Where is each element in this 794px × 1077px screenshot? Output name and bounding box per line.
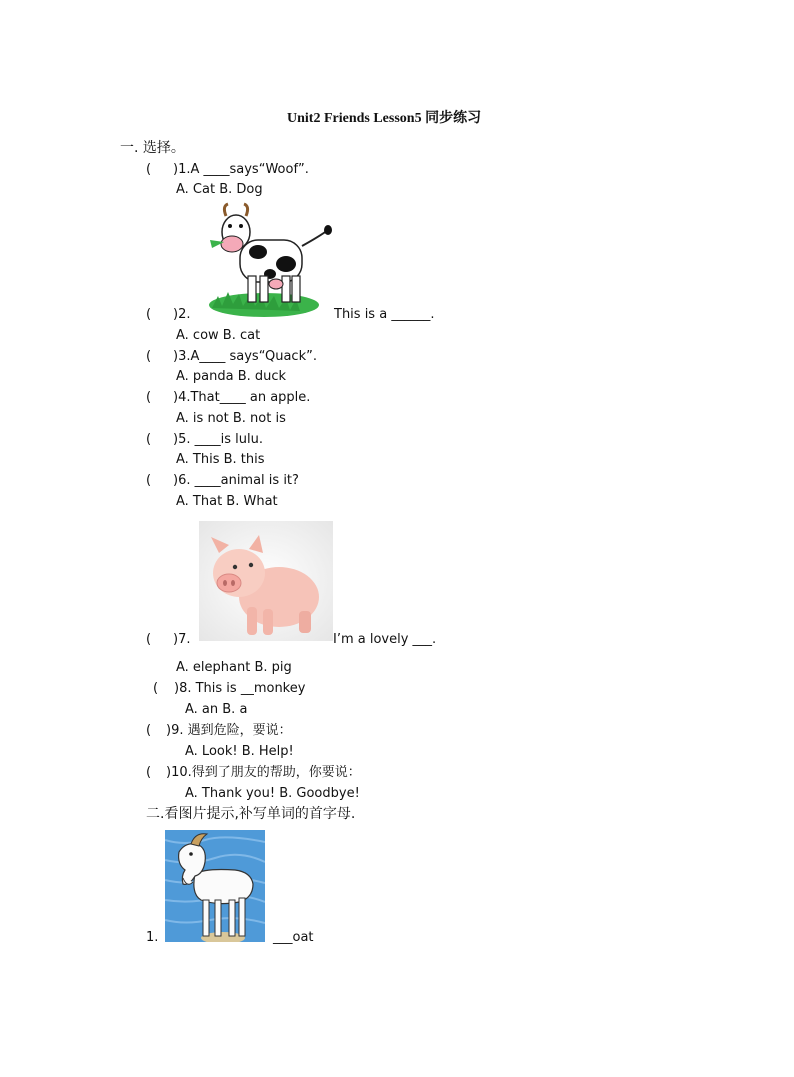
pig-picture: [199, 521, 333, 641]
question-text: )8. This is __monkey: [174, 681, 306, 696]
question-options: A. is not B. not is: [176, 411, 286, 426]
fill-item-number: 1.: [146, 930, 159, 945]
question-options: A. cow B. cat: [176, 328, 261, 343]
question-text: )3.A____ says“Quack”.: [173, 349, 317, 364]
question-text: )10.得到了朋友的帮助，你要说：: [166, 765, 361, 780]
section-heading-fill: 二.看图片提示,补写单词的首字母.: [146, 806, 356, 822]
question-text: )7.: [173, 632, 191, 647]
answer-paren: (: [146, 765, 152, 780]
question-options: A. This B. this: [176, 452, 265, 467]
answer-paren: (: [146, 723, 152, 738]
goat-picture: [165, 830, 265, 942]
question-text: )1.A ____says“Woof”.: [173, 162, 309, 177]
fill-item-blank: ___oat: [273, 930, 314, 945]
section-heading-choice: 一. 选择。: [120, 140, 185, 156]
question-options: A. Thank you! B. Goodbye!: [185, 786, 360, 801]
answer-paren: (: [146, 432, 152, 447]
question-text: )6. ____animal is it?: [173, 473, 299, 488]
answer-paren: (: [146, 162, 152, 177]
page-title: Unit2 Friends Lesson5 同步练习: [287, 111, 482, 126]
question-options: A. That B. What: [176, 494, 278, 509]
answer-paren: (: [146, 473, 152, 488]
question-text: )5. ____is lulu.: [173, 432, 263, 447]
question-text: )2.: [173, 307, 191, 322]
answer-paren: (: [153, 681, 159, 696]
question-options: A. Look! B. Help!: [185, 744, 294, 759]
question-options: A. an B. a: [185, 702, 248, 717]
question-options: A. Cat B. Dog: [176, 182, 263, 197]
question-options: A. panda B. duck: [176, 369, 287, 384]
question-suffix: I’m a lovely ___.: [333, 632, 437, 647]
question-suffix: This is a ______.: [334, 307, 435, 322]
answer-paren: (: [146, 632, 152, 647]
question-text: )4.That____ an apple.: [173, 390, 311, 405]
answer-paren: (: [146, 349, 152, 364]
question-options: A. elephant B. pig: [176, 660, 292, 675]
cow-picture: [200, 202, 334, 320]
question-text: )9. 遇到危险，要说：: [166, 723, 292, 738]
answer-paren: (: [146, 307, 152, 322]
answer-paren: (: [146, 390, 152, 405]
